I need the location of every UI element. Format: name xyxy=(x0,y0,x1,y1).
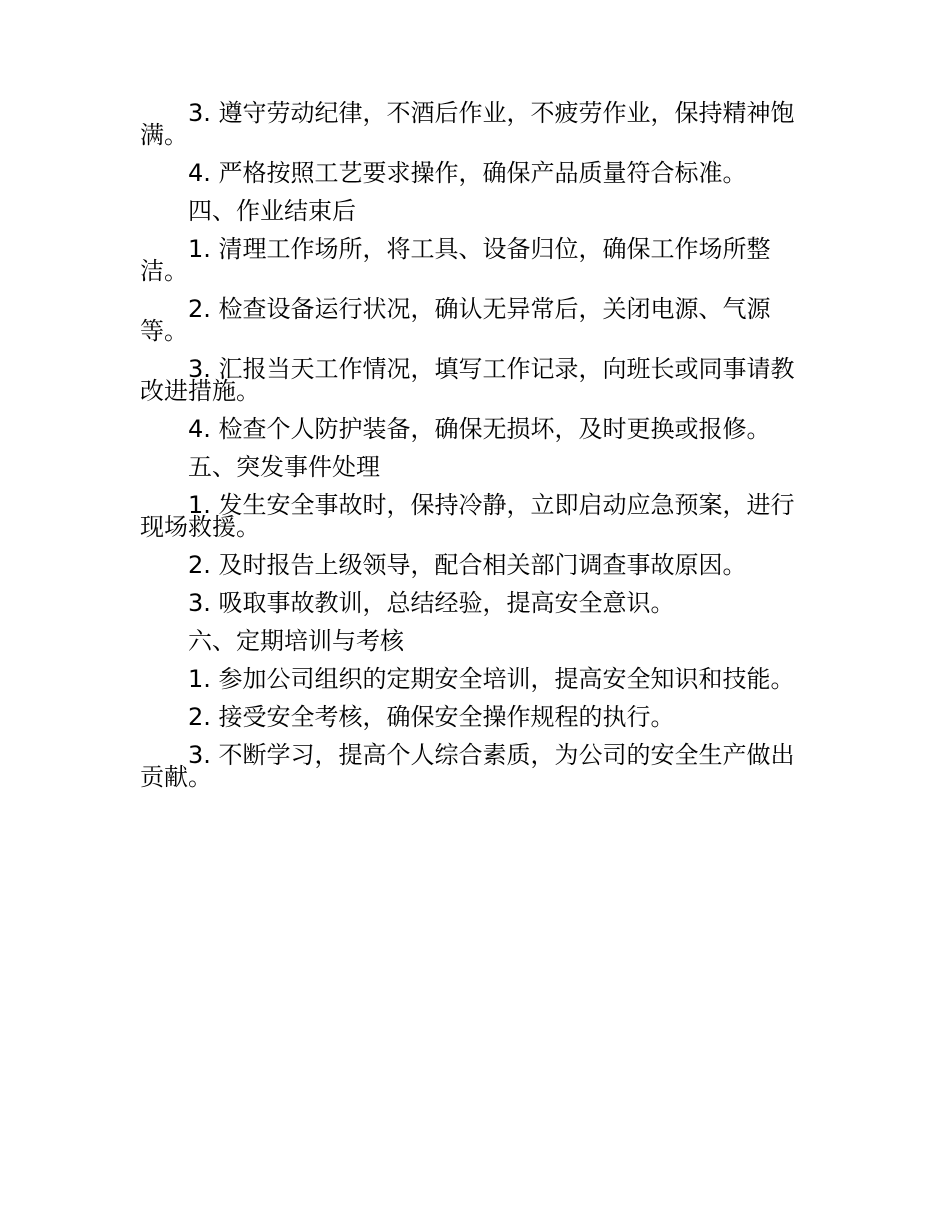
paragraph: 1. 发生安全事故时，保持冷静，立即启动应急预案，进行现场救援。 xyxy=(140,491,795,541)
section-heading: 四、作业结束后 xyxy=(188,197,356,225)
paragraph: 4. 严格按照工艺要求操作，确保产品质量符合标准。 xyxy=(188,159,747,187)
paragraph: 2. 检查设备运行状况，确认无异常后，关闭电源、气源等。 xyxy=(140,295,771,345)
section-heading: 六、定期培训与考核 xyxy=(188,627,404,655)
paragraph: 3. 不断学习，提高个人综合素质，为公司的安全生产做出贡献。 xyxy=(140,741,795,791)
document-body xyxy=(140,99,812,804)
paragraph: 1. 清理工作场所，将工具、设备归位，确保工作场所整洁。 xyxy=(140,235,771,285)
paragraph: 2. 接受安全考核，确保安全操作规程的执行。 xyxy=(188,703,675,731)
section-heading: 五、突发事件处理 xyxy=(188,453,380,481)
paragraph: 4. 检查个人防护装备，确保无损坏，及时更换或报修。 xyxy=(188,415,771,443)
paragraph: 3. 吸取事故教训，总结经验，提高安全意识。 xyxy=(188,589,675,617)
paragraph: 2. 及时报告上级领导，配合相关部门调查事故原因。 xyxy=(188,551,747,579)
paragraph: 3. 汇报当天工作情况，填写工作记录，向班长或同事请教改进措施。 xyxy=(140,355,795,405)
paragraph: 1. 参加公司组织的定期安全培训，提高安全知识和技能。 xyxy=(188,665,795,693)
paragraph: 3. 遵守劳动纪律，不酒后作业，不疲劳作业，保持精神饱满。 xyxy=(140,99,795,149)
